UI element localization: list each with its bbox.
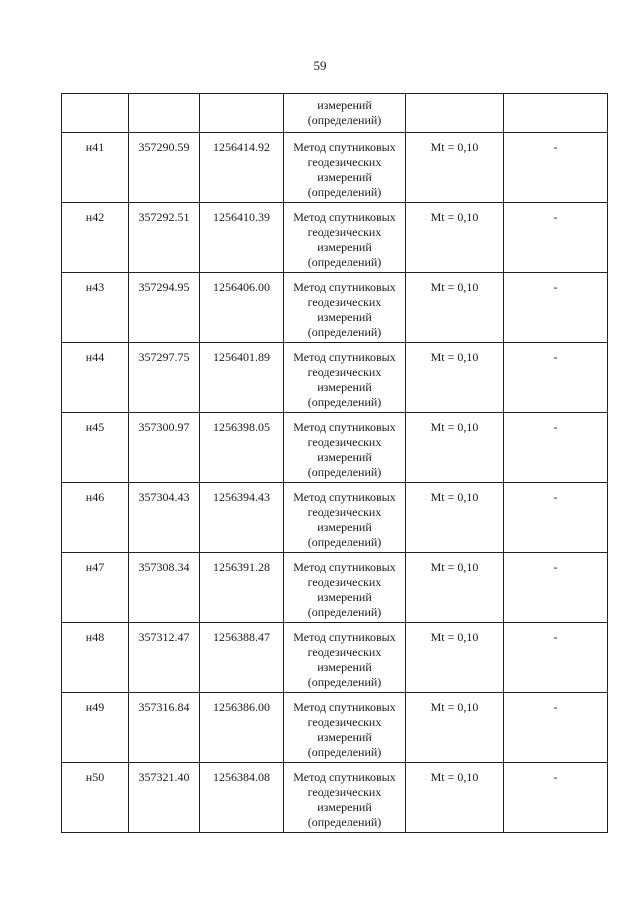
- note-cell: [504, 273, 608, 343]
- point-cell: [62, 133, 129, 203]
- point-cell: [62, 413, 129, 483]
- method-line: геодезических: [307, 785, 382, 799]
- method-line: измерений: [317, 520, 372, 534]
- x-cell: [129, 94, 200, 133]
- point-cell: [62, 553, 129, 623]
- note-cell: [504, 483, 608, 553]
- accuracy-cell: [406, 413, 504, 483]
- note-cell-text: -: [553, 700, 558, 714]
- y-cell-text: 1256414.92: [213, 140, 270, 154]
- method-cell: [284, 203, 406, 273]
- accuracy-cell: [406, 483, 504, 553]
- method-line: измерений: [317, 450, 372, 464]
- method-line: (определений): [307, 325, 382, 339]
- x-cell-text: 357312.47: [138, 630, 190, 644]
- note-cell-text: -: [553, 560, 558, 574]
- accuracy-cell: [406, 343, 504, 413]
- y-cell-text: 1256391.28: [213, 560, 270, 574]
- y-cell-text: 1256406.00: [213, 280, 270, 294]
- table-row: [62, 693, 608, 763]
- method-line: геодезических: [307, 155, 382, 169]
- x-cell-text: 357308.34: [138, 560, 190, 574]
- y-cell: [200, 94, 284, 133]
- y-cell-text: 1256401.89: [213, 350, 270, 364]
- x-cell-text: 357297.75: [138, 350, 190, 364]
- method-line: (определений): [307, 113, 382, 127]
- accuracy-cell: [406, 623, 504, 693]
- point-cell-text: н50: [85, 770, 105, 784]
- note-cell: [504, 763, 608, 833]
- method-cell: [284, 553, 406, 623]
- table-row: [62, 203, 608, 273]
- continued-row: [62, 94, 608, 133]
- accuracy-cell-text: Mt = 0,10: [430, 770, 479, 784]
- method-line: (определений): [307, 675, 382, 689]
- method-cell: [284, 273, 406, 343]
- method-line: Метод спутниковых: [293, 770, 396, 784]
- point-cell-text: н47: [85, 560, 105, 574]
- x-cell-text: 357300.97: [138, 420, 190, 434]
- note-cell-text: -: [553, 490, 558, 504]
- y-cell-text: 1256386.00: [213, 700, 270, 714]
- method-line: геодезических: [307, 715, 382, 729]
- point-cell: [62, 693, 129, 763]
- x-cell-text: 357304.43: [138, 490, 190, 504]
- method-line: измерений: [317, 98, 372, 112]
- method-cell: [284, 763, 406, 833]
- y-cell-text: 1256384.08: [213, 770, 270, 784]
- method-line: (определений): [307, 535, 382, 549]
- note-cell: [504, 133, 608, 203]
- method-line: измерений: [317, 240, 372, 254]
- method-line: (определений): [307, 745, 382, 759]
- note-cell-text: -: [553, 140, 558, 154]
- accuracy-cell-text: Mt = 0,10: [430, 630, 479, 644]
- method-line: Метод спутниковых: [293, 700, 396, 714]
- method-cell: [284, 413, 406, 483]
- x-cell: [129, 763, 200, 833]
- x-cell: [129, 203, 200, 273]
- point-cell: [62, 483, 129, 553]
- accuracy-cell-text: Mt = 0,10: [430, 490, 479, 504]
- method-line: (определений): [307, 605, 382, 619]
- x-cell-text: 357321.40: [138, 770, 190, 784]
- point-cell-text: н48: [85, 630, 105, 644]
- accuracy-cell-text: Mt = 0,10: [430, 420, 479, 434]
- accuracy-cell-text: Mt = 0,10: [430, 280, 479, 294]
- note-cell-text: -: [553, 350, 558, 364]
- method-line: геодезических: [307, 225, 382, 239]
- method-line: (определений): [307, 255, 382, 269]
- point-cell-text: н42: [85, 210, 105, 224]
- y-cell: [200, 693, 284, 763]
- point-cell: [62, 273, 129, 343]
- point-cell-text: н45: [85, 420, 105, 434]
- method-line: геодезических: [307, 575, 382, 589]
- point-cell: [62, 203, 129, 273]
- y-cell-text: 1256398.05: [213, 420, 270, 434]
- accuracy-cell-text: Mt = 0,10: [430, 700, 479, 714]
- method-line: измерений: [317, 380, 372, 394]
- note-cell-text: -: [553, 420, 558, 434]
- x-cell-text: 357316.84: [138, 700, 190, 714]
- method-line: измерений: [317, 590, 372, 604]
- y-cell: [200, 623, 284, 693]
- table-row: [62, 343, 608, 413]
- method-line: геодезических: [307, 435, 382, 449]
- accuracy-cell-text: Mt = 0,10: [430, 210, 479, 224]
- coordinates-table: [61, 93, 608, 833]
- y-cell: [200, 413, 284, 483]
- x-cell: [129, 693, 200, 763]
- note-cell: [504, 94, 608, 133]
- method-cell: [284, 133, 406, 203]
- x-cell: [129, 623, 200, 693]
- x-cell-text: 357294.95: [138, 280, 190, 294]
- x-cell: [129, 273, 200, 343]
- accuracy-cell: [406, 133, 504, 203]
- method-line: Метод спутниковых: [293, 560, 396, 574]
- method-line: (определений): [307, 465, 382, 479]
- x-cell: [129, 133, 200, 203]
- method-cell: [284, 343, 406, 413]
- x-cell: [129, 343, 200, 413]
- method-line: геодезических: [307, 295, 382, 309]
- note-cell-text: -: [553, 210, 558, 224]
- y-cell: [200, 343, 284, 413]
- table-row: [62, 553, 608, 623]
- x-cell-text: 357290.59: [138, 140, 190, 154]
- table-row: [62, 483, 608, 553]
- accuracy-cell-text: Mt = 0,10: [430, 350, 479, 364]
- note-cell-text: -: [553, 630, 558, 644]
- table-row: [62, 763, 608, 833]
- method-line: геодезических: [307, 505, 382, 519]
- x-cell: [129, 483, 200, 553]
- table-row: [62, 133, 608, 203]
- point-cell-text: н46: [85, 490, 105, 504]
- point-cell-text: н41: [85, 140, 105, 154]
- note-cell: [504, 203, 608, 273]
- method-line: измерений: [317, 170, 372, 184]
- method-line: геодезических: [307, 645, 382, 659]
- method-line: измерений: [317, 310, 372, 324]
- x-cell: [129, 413, 200, 483]
- y-cell: [200, 483, 284, 553]
- accuracy-cell: [406, 693, 504, 763]
- point-cell-text: н43: [85, 280, 105, 294]
- table-body: [62, 94, 608, 833]
- y-cell-text: 1256388.47: [213, 630, 270, 644]
- point-cell: [62, 763, 129, 833]
- x-cell-text: 357292.51: [138, 210, 190, 224]
- y-cell-text: 1256394.43: [213, 490, 270, 504]
- method-line: Метод спутниковых: [293, 630, 396, 644]
- accuracy-cell: [406, 94, 504, 133]
- table-row: [62, 623, 608, 693]
- y-cell: [200, 133, 284, 203]
- method-line: Метод спутниковых: [293, 140, 396, 154]
- method-cell: [284, 693, 406, 763]
- method-line: геодезических: [307, 365, 382, 379]
- accuracy-cell: [406, 763, 504, 833]
- point-cell: [62, 94, 129, 133]
- table-row: [62, 413, 608, 483]
- note-cell: [504, 623, 608, 693]
- method-line: Метод спутниковых: [293, 490, 396, 504]
- x-cell: [129, 553, 200, 623]
- y-cell-text: 1256410.39: [213, 210, 270, 224]
- point-cell: [62, 343, 129, 413]
- page-number: 59: [313, 58, 327, 73]
- y-cell: [200, 553, 284, 623]
- method-line: измерений: [317, 660, 372, 674]
- method-line: измерений: [317, 800, 372, 814]
- method-line: (определений): [307, 395, 382, 409]
- note-cell-text: -: [553, 770, 558, 784]
- method-line: (определений): [307, 815, 382, 829]
- method-line: Метод спутниковых: [293, 350, 396, 364]
- point-cell-text: н49: [85, 700, 105, 714]
- method-cell: [284, 94, 406, 133]
- accuracy-cell: [406, 203, 504, 273]
- accuracy-cell-text: Mt = 0,10: [430, 140, 479, 154]
- accuracy-cell: [406, 273, 504, 343]
- accuracy-cell: [406, 553, 504, 623]
- method-cell: [284, 623, 406, 693]
- note-cell: [504, 343, 608, 413]
- note-cell-text: -: [553, 280, 558, 294]
- method-line: Метод спутниковых: [293, 280, 396, 294]
- method-line: измерений: [317, 730, 372, 744]
- point-cell: [62, 623, 129, 693]
- method-line: Метод спутниковых: [293, 210, 396, 224]
- y-cell: [200, 763, 284, 833]
- method-line: Метод спутниковых: [293, 420, 396, 434]
- method-cell: [284, 483, 406, 553]
- y-cell: [200, 203, 284, 273]
- y-cell: [200, 273, 284, 343]
- accuracy-cell-text: Mt = 0,10: [430, 560, 479, 574]
- note-cell: [504, 553, 608, 623]
- method-line: (определений): [307, 185, 382, 199]
- note-cell: [504, 413, 608, 483]
- note-cell: [504, 693, 608, 763]
- table-row: [62, 273, 608, 343]
- point-cell-text: н44: [85, 350, 105, 364]
